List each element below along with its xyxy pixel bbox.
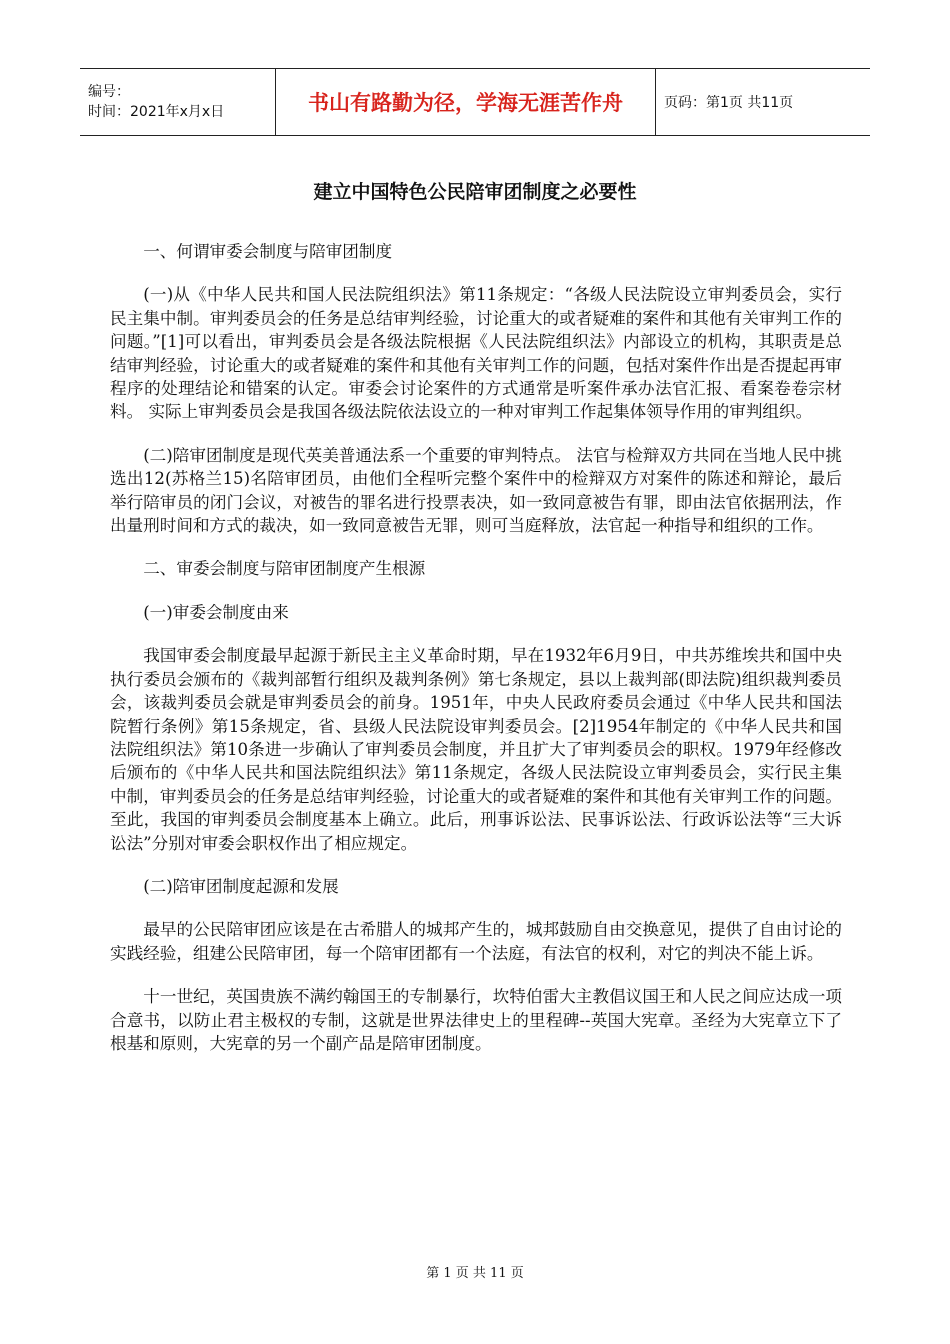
subsection-heading: (一)审委会制度由来: [143, 602, 289, 622]
section-heading-2: 二、审委会制度与陪审团制度产生根源: [143, 559, 426, 579]
paragraph: 最早的公民陪审团应该是在古希腊人的城邦产生的，城邦鼓励自由交换意见，提供了自由讨论的实践经验，组建公民陪审团，每一个陪审团都有一个法庭，有法官的权利，对它的判决不能上诉。: [110, 920, 842, 963]
page-footer: 第 1 页 共 11 页: [426, 1266, 524, 1281]
paragraph: 我国审委会制度最早起源于新民主主义革命时期，早在1932年6月9日，中共苏维埃共和国中央执行委员会颁布的《裁判部暂行组织及裁判条例》第七条规定，县以上裁判部(即法院)组织裁判委员会，该裁判委员会就是审判委员会的前身。1951年，中央人民政府委员会通过《中华人民共和国法院暂行条例》第15条规定，省、县级人民法院设审判委员会。[2]1954年制定的《中华人民共和国法院组织法》第10条进一步确认了审判委员会制度，并且扩大了审判委员会的职权。1979年经修改后颁布的《中华人民共和国法院组织法》第11条规定，各级人民法院设立审判委员会，实行民主集中制，审判委员会的任务是总结审判经验，讨论重大的或者疑难的案件和其他有关审判工作的问题。至此，我国的审判委员会制度基本上确立。此后，刑事诉讼法、民事诉讼法、行政诉讼法等“三大诉讼法”分别对审委会职权作出了相应规定。: [110, 646, 842, 853]
document-body: [110, 240, 842, 1075]
paragraph: (一)从《中华人民共和国人民法院组织法》第11条规定：“各级人民法院设立审判委员会，实行民主集中制。审判委员会的任务是总结审判经验，讨论重大的或者疑难的案件和其他有关审判工作的问题。”[1]可以看出，审判委员会是各级法院根据《人民法院组织法》内部设立的机构，其职责是总结审判经验，讨论重大的或者疑难的案件和其他有关审判工作的问题，包括对案件作出是否提起再审程序的处理结论和错案的认定。审委会讨论案件的方式通常是听案件承办法官汇报、看案卷卷宗材料。 实际上审判委员会是我国各级法院依法设立的一种对审判工作起集体领导作用的审判组织。: [110, 285, 842, 422]
paragraph: 十一世纪，英国贵族不满约翰国王的专制暴行，坎特伯雷大主教倡议国王和人民之间应达成一项合意书，以防止君主极权的专制，这就是世界法律史上的里程碑--英国大宪章。圣经为大宪章立下了根基和原则，大宪章的另一个副产品是陪审团制度。: [110, 987, 842, 1053]
header-motto-cell: [276, 69, 656, 135]
section-heading-1: 一、何谓审委会制度与陪审团制度: [143, 242, 393, 261]
document-number-label: 编号：: [88, 84, 130, 100]
header-meta-cell: [80, 69, 276, 135]
document-time-label: 时间：2021年x月x日: [88, 104, 225, 120]
document-title: 建立中国特色公民陪审团制度之必要性: [313, 181, 637, 203]
header-page-label: 页码：第1页 共11页: [664, 95, 794, 111]
header-motto: 书山有路勤为径，学海无涯苦作舟: [308, 91, 623, 115]
subsection-heading: (二)陪审团制度起源和发展: [143, 876, 339, 896]
header-page-cell: [656, 69, 870, 135]
header-table: [80, 68, 870, 136]
paragraph: (二)陪审团制度是现代英美普通法系一个重要的审判特点。 法官与检辩双方共同在当地人民中挑选出12(苏格兰15)名陪审团员，由他们全程听完整个案件中的检辩双方对案件的陈述和辩论，最后举行陪审员的闭门会议，对被告的罪名进行投票表决，如一致同意被告有罪，即由法官依据刑法，作出量刑时间和方式的裁决，如一致同意被告无罪，则可当庭释放，法官起一种指导和组织的工作。: [110, 445, 842, 536]
